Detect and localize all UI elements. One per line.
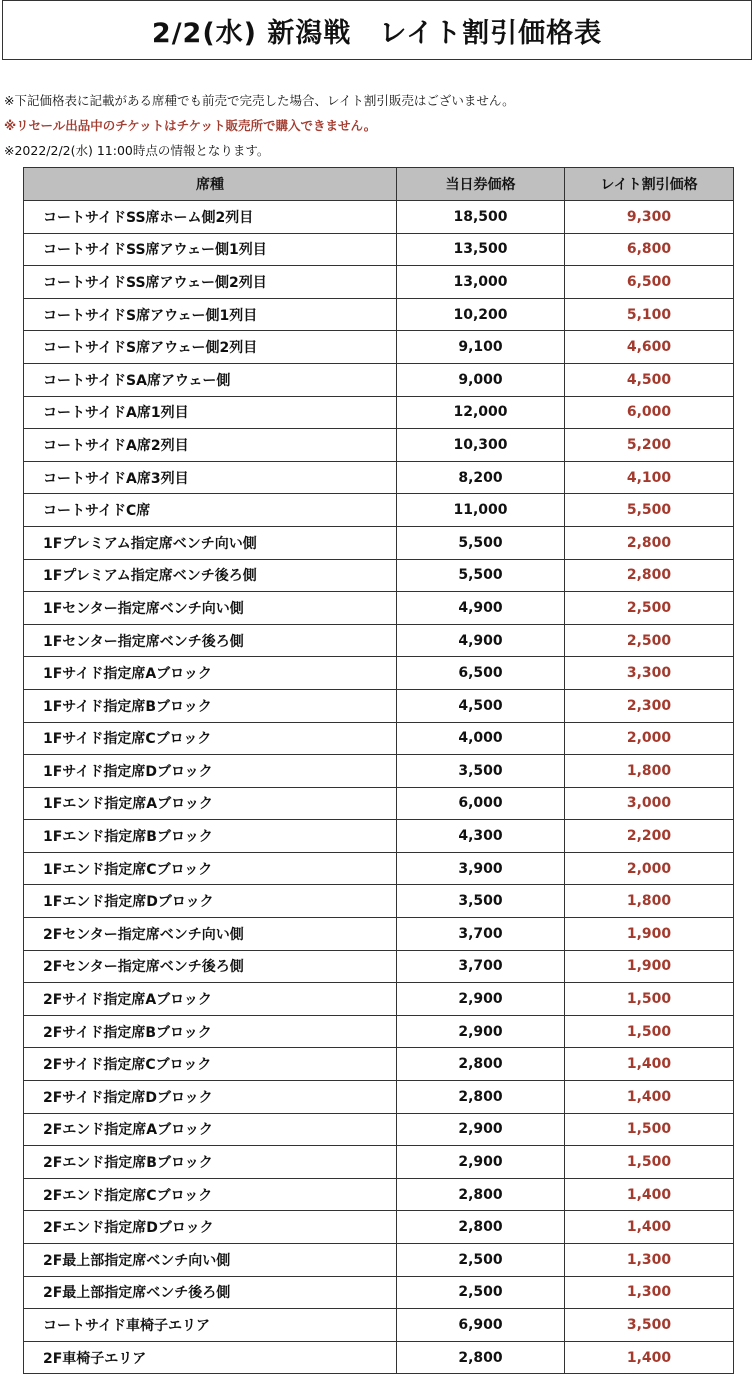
cell-seat-type: 1Fセンター指定席ベンチ向い側 xyxy=(24,592,397,625)
page-title: 2/2(水) 新潟戦 レイト割引価格表 xyxy=(151,17,603,49)
header-seat-type: 席種 xyxy=(24,168,397,201)
table-row xyxy=(24,624,734,657)
table-row xyxy=(24,559,734,592)
cell-seat-type: コートサイド車椅子エリア xyxy=(24,1309,397,1342)
cell-day-price: 3,900 xyxy=(397,852,565,885)
table-row xyxy=(24,298,734,331)
table-row xyxy=(24,1276,734,1309)
cell-late-discount-price: 4,100 xyxy=(565,461,734,494)
cell-seat-type: コートサイドA席3列目 xyxy=(24,461,397,494)
cell-seat-type: 2Fエンド指定席Dブロック xyxy=(24,1211,397,1244)
table-row xyxy=(24,885,734,918)
cell-seat-type: 2Fサイド指定席Cブロック xyxy=(24,1048,397,1081)
cell-late-discount-price: 1,300 xyxy=(565,1244,734,1277)
cell-day-price: 4,500 xyxy=(397,689,565,722)
title-box xyxy=(2,0,752,60)
header-late-discount-price: レイト割引価格 xyxy=(565,168,734,201)
cell-seat-type: コートサイドA席1列目 xyxy=(24,396,397,429)
price-table-container xyxy=(23,167,733,1374)
cell-late-discount-price: 2,500 xyxy=(565,624,734,657)
cell-seat-type: 2F最上部指定席ベンチ後ろ側 xyxy=(24,1276,397,1309)
table-row xyxy=(24,852,734,885)
table-row xyxy=(24,494,734,527)
cell-seat-type: 1Fエンド指定席Dブロック xyxy=(24,885,397,918)
cell-seat-type: コートサイドA席2列目 xyxy=(24,429,397,462)
cell-seat-type: 1Fサイド指定席Dブロック xyxy=(24,755,397,788)
cell-day-price: 4,900 xyxy=(397,592,565,625)
cell-late-discount-price: 1,500 xyxy=(565,1146,734,1179)
cell-seat-type: 1Fサイド指定席Bブロック xyxy=(24,689,397,722)
cell-seat-type: 1Fプレミアム指定席ベンチ後ろ側 xyxy=(24,559,397,592)
cell-late-discount-price: 1,800 xyxy=(565,755,734,788)
cell-day-price: 3,700 xyxy=(397,918,565,951)
table-row xyxy=(24,657,734,690)
cell-late-discount-price: 3,500 xyxy=(565,1309,734,1342)
table-row xyxy=(24,1048,734,1081)
cell-late-discount-price: 2,000 xyxy=(565,722,734,755)
cell-late-discount-price: 1,500 xyxy=(565,1113,734,1146)
cell-day-price: 4,000 xyxy=(397,722,565,755)
cell-day-price: 10,300 xyxy=(397,429,565,462)
cell-day-price: 2,800 xyxy=(397,1341,565,1374)
table-row xyxy=(24,787,734,820)
table-row xyxy=(24,233,734,266)
cell-late-discount-price: 2,800 xyxy=(565,526,734,559)
cell-day-price: 2,800 xyxy=(397,1081,565,1114)
cell-day-price: 13,500 xyxy=(397,233,565,266)
cell-day-price: 13,000 xyxy=(397,266,565,299)
cell-late-discount-price: 1,300 xyxy=(565,1276,734,1309)
table-row xyxy=(24,1211,734,1244)
cell-day-price: 2,900 xyxy=(397,1146,565,1179)
table-row xyxy=(24,526,734,559)
cell-late-discount-price: 1,900 xyxy=(565,918,734,951)
table-row xyxy=(24,429,734,462)
cell-day-price: 9,000 xyxy=(397,363,565,396)
price-table xyxy=(23,167,734,1374)
cell-late-discount-price: 3,000 xyxy=(565,787,734,820)
cell-day-price: 4,300 xyxy=(397,820,565,853)
cell-late-discount-price: 1,800 xyxy=(565,885,734,918)
note-resale-warning: ※リセール出品中のチケットはチケット販売所で購入できません。 xyxy=(4,118,377,133)
cell-late-discount-price: 5,500 xyxy=(565,494,734,527)
cell-seat-type: 2Fサイド指定席Dブロック xyxy=(24,1081,397,1114)
cell-seat-type: 1Fエンド指定席Bブロック xyxy=(24,820,397,853)
cell-day-price: 2,800 xyxy=(397,1178,565,1211)
note-sold-out: ※下記価格表に記載がある席種でも前売で完売した場合、レイト割引販売はございません。 xyxy=(4,93,515,108)
cell-late-discount-price: 6,800 xyxy=(565,233,734,266)
cell-seat-type: コートサイドS席アウェー側2列目 xyxy=(24,331,397,364)
cell-seat-type: コートサイドSS席ホーム側2列目 xyxy=(24,201,397,234)
cell-day-price: 11,000 xyxy=(397,494,565,527)
cell-seat-type: 2Fエンド指定席Aブロック xyxy=(24,1113,397,1146)
cell-day-price: 6,900 xyxy=(397,1309,565,1342)
cell-day-price: 9,100 xyxy=(397,331,565,364)
cell-seat-type: 1Fプレミアム指定席ベンチ向い側 xyxy=(24,526,397,559)
table-row xyxy=(24,1178,734,1211)
cell-day-price: 5,500 xyxy=(397,559,565,592)
table-row xyxy=(24,592,734,625)
cell-day-price: 12,000 xyxy=(397,396,565,429)
table-row xyxy=(24,1341,734,1374)
table-row xyxy=(24,722,734,755)
table-row xyxy=(24,1081,734,1114)
cell-late-discount-price: 1,400 xyxy=(565,1341,734,1374)
cell-day-price: 5,500 xyxy=(397,526,565,559)
cell-day-price: 6,500 xyxy=(397,657,565,690)
cell-late-discount-price: 1,500 xyxy=(565,983,734,1016)
table-row xyxy=(24,950,734,983)
cell-late-discount-price: 2,800 xyxy=(565,559,734,592)
cell-seat-type: 2Fセンター指定席ベンチ向い側 xyxy=(24,918,397,951)
notes-section xyxy=(4,88,752,163)
cell-late-discount-price: 4,600 xyxy=(565,331,734,364)
cell-late-discount-price: 5,200 xyxy=(565,429,734,462)
cell-day-price: 2,900 xyxy=(397,1015,565,1048)
cell-late-discount-price: 1,400 xyxy=(565,1048,734,1081)
cell-late-discount-price: 1,400 xyxy=(565,1178,734,1211)
cell-late-discount-price: 3,300 xyxy=(565,657,734,690)
cell-seat-type: コートサイドSA席アウェー側 xyxy=(24,363,397,396)
cell-late-discount-price: 1,500 xyxy=(565,1015,734,1048)
note-info-timestamp: ※2022/2/2(水) 11:00時点の情報となります。 xyxy=(4,143,270,158)
table-row xyxy=(24,201,734,234)
cell-seat-type: コートサイドC席 xyxy=(24,494,397,527)
table-row xyxy=(24,1146,734,1179)
cell-seat-type: 2Fセンター指定席ベンチ後ろ側 xyxy=(24,950,397,983)
cell-late-discount-price: 9,300 xyxy=(565,201,734,234)
table-row xyxy=(24,1015,734,1048)
table-row xyxy=(24,983,734,1016)
cell-seat-type: 1Fサイド指定席Aブロック xyxy=(24,657,397,690)
cell-seat-type: コートサイドSS席アウェー側2列目 xyxy=(24,266,397,299)
table-row xyxy=(24,1309,734,1342)
cell-seat-type: 1Fサイド指定席Cブロック xyxy=(24,722,397,755)
cell-seat-type: 1Fエンド指定席Cブロック xyxy=(24,852,397,885)
table-row xyxy=(24,461,734,494)
cell-seat-type: 2Fエンド指定席Cブロック xyxy=(24,1178,397,1211)
table-body xyxy=(24,201,734,1374)
cell-late-discount-price: 1,400 xyxy=(565,1081,734,1114)
table-row xyxy=(24,820,734,853)
cell-day-price: 2,500 xyxy=(397,1244,565,1277)
cell-day-price: 3,500 xyxy=(397,885,565,918)
table-row xyxy=(24,331,734,364)
cell-late-discount-price: 2,200 xyxy=(565,820,734,853)
cell-seat-type: 1Fエンド指定席Aブロック xyxy=(24,787,397,820)
cell-seat-type: 2Fサイド指定席Bブロック xyxy=(24,1015,397,1048)
cell-late-discount-price: 1,400 xyxy=(565,1211,734,1244)
table-row xyxy=(24,755,734,788)
cell-late-discount-price: 2,000 xyxy=(565,852,734,885)
cell-day-price: 8,200 xyxy=(397,461,565,494)
table-row xyxy=(24,689,734,722)
cell-late-discount-price: 5,100 xyxy=(565,298,734,331)
table-row xyxy=(24,1244,734,1277)
cell-day-price: 10,200 xyxy=(397,298,565,331)
cell-late-discount-price: 1,900 xyxy=(565,950,734,983)
cell-day-price: 4,900 xyxy=(397,624,565,657)
cell-day-price: 3,700 xyxy=(397,950,565,983)
cell-seat-type: 2F最上部指定席ベンチ向い側 xyxy=(24,1244,397,1277)
table-row xyxy=(24,1113,734,1146)
cell-day-price: 2,900 xyxy=(397,983,565,1016)
cell-seat-type: 2F車椅子エリア xyxy=(24,1341,397,1374)
header-day-price: 当日券価格 xyxy=(397,168,565,201)
cell-seat-type: コートサイドS席アウェー側1列目 xyxy=(24,298,397,331)
cell-day-price: 2,800 xyxy=(397,1211,565,1244)
table-row xyxy=(24,396,734,429)
table-row xyxy=(24,266,734,299)
cell-seat-type: コートサイドSS席アウェー側1列目 xyxy=(24,233,397,266)
cell-seat-type: 2Fサイド指定席Aブロック xyxy=(24,983,397,1016)
cell-day-price: 2,500 xyxy=(397,1276,565,1309)
cell-seat-type: 2Fエンド指定席Bブロック xyxy=(24,1146,397,1179)
cell-late-discount-price: 6,000 xyxy=(565,396,734,429)
cell-day-price: 6,000 xyxy=(397,787,565,820)
cell-day-price: 2,900 xyxy=(397,1113,565,1146)
cell-day-price: 2,800 xyxy=(397,1048,565,1081)
table-header-row xyxy=(24,168,734,201)
cell-late-discount-price: 6,500 xyxy=(565,266,734,299)
cell-late-discount-price: 2,500 xyxy=(565,592,734,625)
cell-late-discount-price: 4,500 xyxy=(565,363,734,396)
cell-seat-type: 1Fセンター指定席ベンチ後ろ側 xyxy=(24,624,397,657)
cell-day-price: 3,500 xyxy=(397,755,565,788)
table-row xyxy=(24,363,734,396)
cell-late-discount-price: 2,300 xyxy=(565,689,734,722)
cell-day-price: 18,500 xyxy=(397,201,565,234)
table-row xyxy=(24,918,734,951)
